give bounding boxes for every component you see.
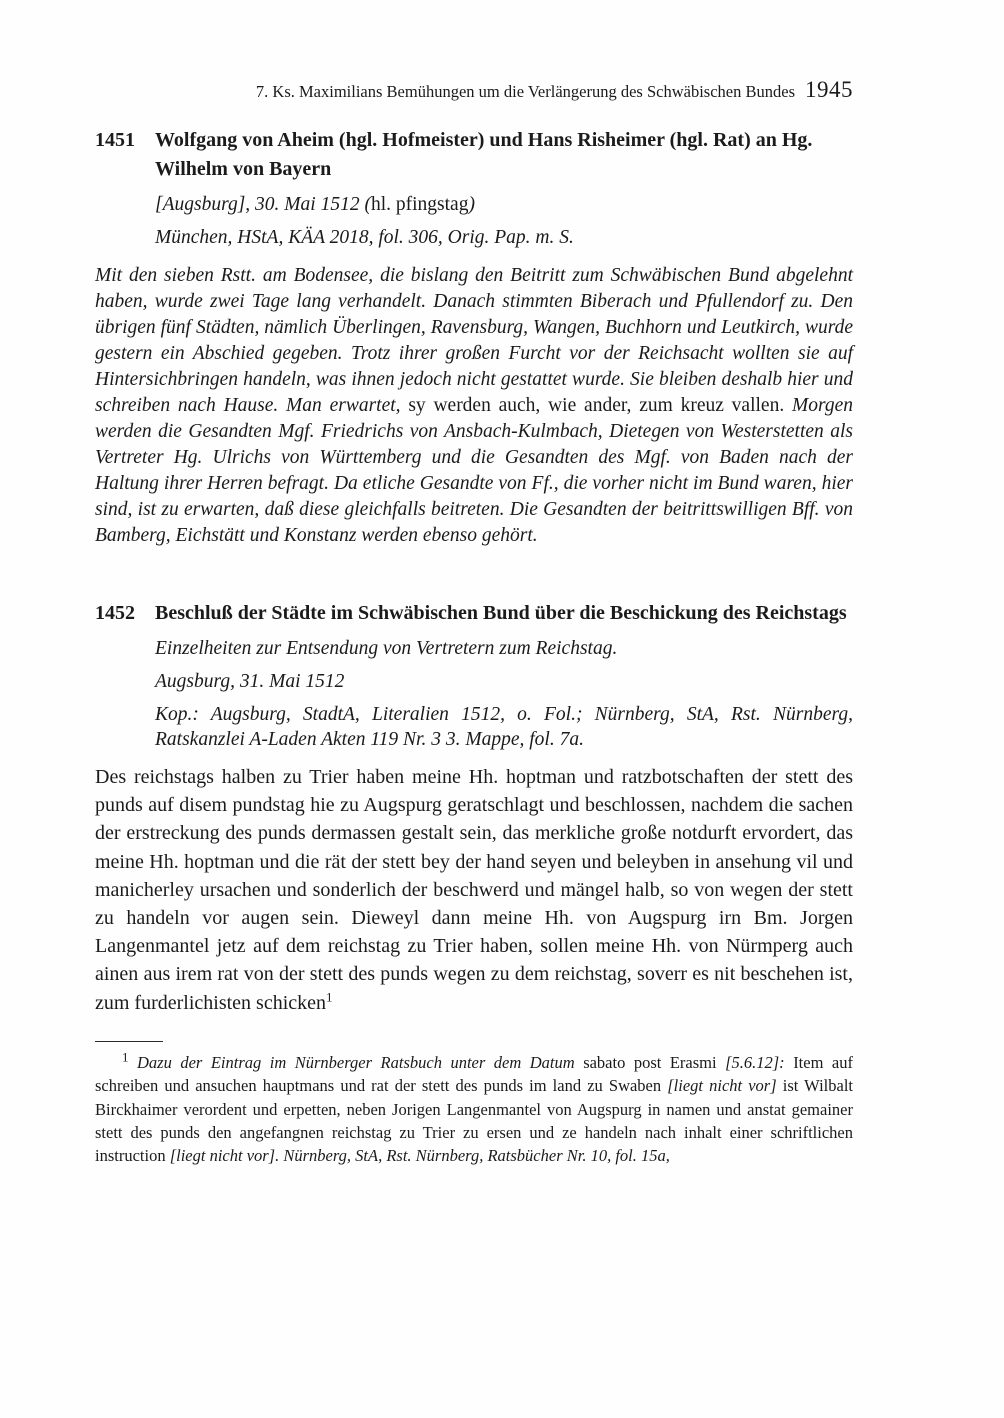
entry-1451-regest: [95, 263, 853, 549]
running-head-title: 7. Ks. Maximilians Bemühungen um die Verlängerung des Schwäbischen Bundes: [255, 82, 795, 101]
entry-1452: [95, 599, 853, 1017]
page-number: 1945: [805, 77, 853, 102]
footnote-italic-3: [liegt nicht vor]: [667, 1076, 783, 1096]
footnote-roman-2: Item auf schreiben und ansuchen hauptmans und rat der stett des punds im land zu Swaben: [95, 1052, 853, 1096]
entry-1451-dateline: [155, 192, 853, 217]
entry-1451: [95, 126, 853, 549]
dateline-italic-end: ): [468, 194, 475, 215]
entry-1452-dateline: [155, 669, 853, 694]
entry-1452-title: Beschluß der Städte im Schwäbischen Bund über die Beschickung des Reichstags: [155, 602, 847, 624]
entry-1451-number: 1451: [95, 129, 135, 151]
regest-italic-1: Mit den sieben Rstt. am Bodensee, die bislang den Beitritt zum Schwäbischen Bund abgelehnt haben, wurde zwei Tage lang verhandelt. Danach stimmten Biberach und Pfullendorf zu. Den übrigen fünf Städten, nämlich Überlingen, Ravensburg, Wangen, Buchhorn und Leutkirch, wurde gestern ein Abschied gegeben. Trotz ihrer großen Furcht vor der Reichsacht wollten sie auf Hintersichbringen handeln, was ihnen jedoch nicht gestattet wurde. Sie bleiben deshalb hier und schreiben nach Hause. Man erwartet,: [95, 265, 853, 416]
footnote-roman-3: ist Wilbalt Birckhaimer verordent und erpetten, neben Jorigen Langenmantel von Augspurg in namen und anstat gemainer stett des punds den angefangnen reichstag zu Trier zu ersen und ze handeln nach inhalt einer schriftlichen instruction: [95, 1076, 853, 1166]
footnote-italic-1: Dazu der Eintrag im Nürnberger Ratsbuch unter dem Datum: [137, 1052, 584, 1072]
entry-1451-title: Wolfgang von Aheim (hgl. Hofmeister) und Hans Risheimer (hgl. Rat) an Hg. Wilhelm von Bayern: [155, 129, 813, 180]
footnote-italic-2: [5.6.12]:: [725, 1052, 794, 1072]
entry-1451-heading: [95, 126, 853, 184]
footnote-1-number: 1: [122, 1049, 129, 1065]
footnote-1: [95, 1051, 853, 1168]
footnote-roman-1: sabato post Erasmi: [583, 1052, 726, 1072]
entry-1451-meta: [155, 192, 853, 250]
entry-1451-source-line: [155, 225, 853, 250]
dateline-roman: hl. pfingstag: [370, 194, 469, 215]
regest-italic-2: Morgen werden die Gesandten Mgf. Friedrichs von Ansbach-Kulmbach, Dietegen von Westerstetten als Vertreter Hg. Ulrichs von Württemberg und die Gesandten des Mgf. von Baden nach der Haltung ihrer Herren befragt. Da etliche Gesandte von Ff., die vorher nicht im Bund waren, hier sind, ist zu erwarten, daß diese gleichfalls beitreten. Die Gesandten der beitrittswilligen Bff. von Bamberg, Eichstätt und Konstanz werden ebenso gehört.: [95, 395, 854, 546]
dateline-text: Augsburg, 31. Mai 1512: [155, 671, 345, 692]
running-head: [95, 78, 853, 104]
entry-1452-meta: [155, 636, 853, 752]
entry-1452-heading: [95, 599, 853, 628]
body-run: Des reichstags halben zu Trier haben meine Hh. hoptman und ratzbotschaften der stett des punds auf disem pundstag hie zu Augspurg geratschlagt und beschlossen, nachdem die sachen der erstreckung des punds dermassen gestalt sein, das merkliche große notdurft ervordert, das meine Hh. hoptman und die rät der stett bey der hand seyen und beleyben in ansehung vil und manicherley ursachen und sonderlich der beschwerd und mängel halb, so von wegen der stett zu handeln vor augen sein. Dieweyl dann meine Hh. von Augspurg irn Bm. Jorgen Langenmantel jetz auf dem reichstag zu Trier haben, sollen meine Hh. von Nürmperg auch ainen aus irem rat von der stett des punds wegen zu dem reichstag, soverr es nit beschehen ist, zum furderlichisten schicken: [95, 766, 853, 1014]
footnote-separator-rule: [95, 1041, 163, 1042]
footnote-italic-4: [liegt nicht vor]. Nürnberg, StA, Rst. Nürnberg, Ratsbücher Nr. 10, fol. 15a,: [169, 1146, 670, 1166]
entry-1452-summary: [155, 636, 853, 661]
entry-1452-body: [95, 763, 853, 1017]
dateline-italic-start: [Augsburg], 30. Mai 1512 (: [155, 194, 371, 215]
entry-1452-source-line: [155, 702, 853, 752]
regest-quote: sy werden auch, wie ander, zum kreuz vallen.: [408, 395, 785, 416]
source-text: München, HStA, KÄA 2018, fol. 306, Orig. Pap. m. S.: [155, 227, 574, 248]
footnote-section: [95, 1041, 853, 1168]
summary-text: Einzelheiten zur Entsendung von Vertretern zum Reichstag.: [155, 638, 618, 659]
source-text: Kop.: Augsburg, StadtA, Literalien 1512, o. Fol.; Nürnberg, StA, Rst. Nürnberg, Ratskanzlei A-Laden Akten 119 Nr. 3 3. Mappe, fol. 7a.: [155, 704, 853, 750]
entry-1452-number: 1452: [95, 602, 135, 624]
footnote-ref-1: 1: [326, 988, 333, 1004]
